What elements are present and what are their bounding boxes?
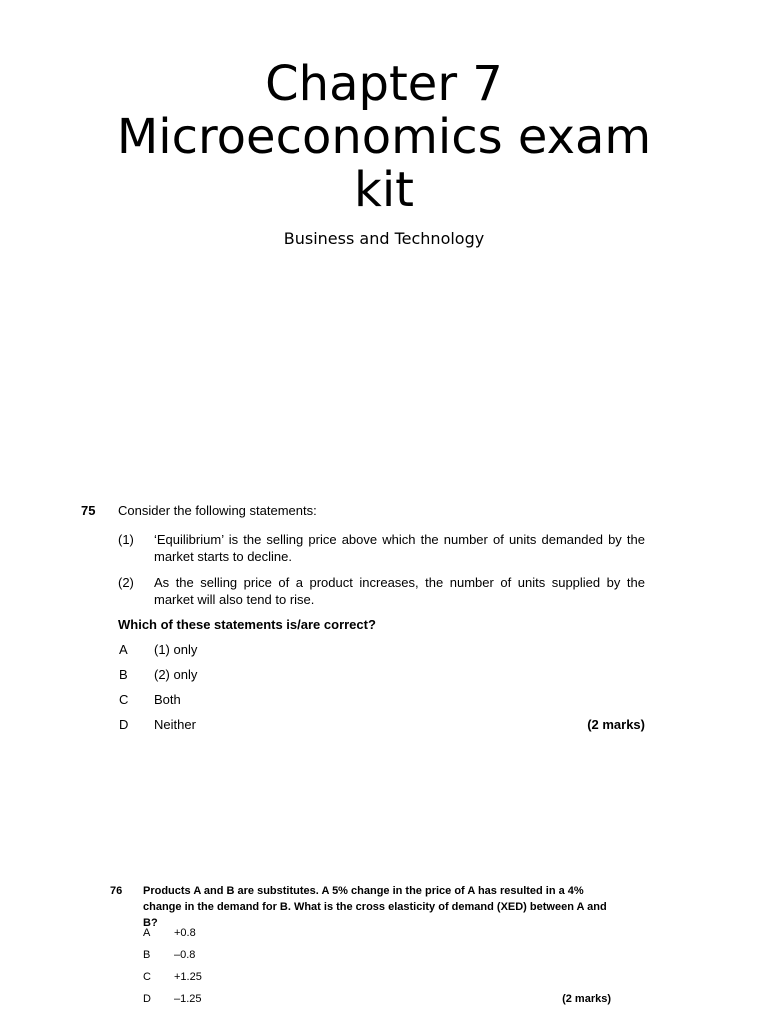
option-text: (1) only xyxy=(154,642,198,657)
option-text: –0.8 xyxy=(174,949,196,961)
option-letter: B xyxy=(143,949,151,961)
question-number: 76 xyxy=(110,885,123,897)
question-prompt: Which of these statements is/are correct? xyxy=(118,617,376,632)
option-letter: A xyxy=(119,642,128,657)
option-letter: C xyxy=(143,971,151,983)
statement-number: (2) xyxy=(118,575,134,590)
question-stem: Products A and B are substitutes. A 5% change in the price of A has resulted in a 4% change in the demand for B. What is the cross elasticity of demand (XED) between A and B? xyxy=(143,885,607,929)
option-letter: C xyxy=(119,692,129,707)
option-letter: D xyxy=(119,717,129,732)
marks-label: (2 marks) xyxy=(562,993,611,1005)
statement-text: ‘Equilibrium’ is the selling price above which the number of units demanded by the market starts to decline. xyxy=(154,532,645,564)
statement-text: As the selling price of a product increases, the number of units supplied by the market will also tend to rise. xyxy=(154,575,645,607)
title-line-3: kit xyxy=(354,162,414,218)
option-text: (2) only xyxy=(154,667,198,682)
option-letter: D xyxy=(143,993,151,1005)
question-number: 75 xyxy=(81,503,96,518)
title-line-1: Chapter 7 xyxy=(265,56,503,112)
option-letter: A xyxy=(143,927,151,939)
option-text: +0.8 xyxy=(174,927,196,939)
option-text: Both xyxy=(154,692,181,707)
question-stem: Consider the following statements: xyxy=(118,503,317,518)
page-subtitle: Business and Technology xyxy=(283,229,485,248)
marks-label: (2 marks) xyxy=(587,717,645,732)
option-text: +1.25 xyxy=(174,971,202,983)
option-text: –1.25 xyxy=(174,993,202,1005)
statement-number: (1) xyxy=(118,532,134,547)
option-letter: B xyxy=(119,667,128,682)
title-line-2: Microeconomics exam xyxy=(116,109,652,165)
option-text: Neither xyxy=(154,717,196,732)
